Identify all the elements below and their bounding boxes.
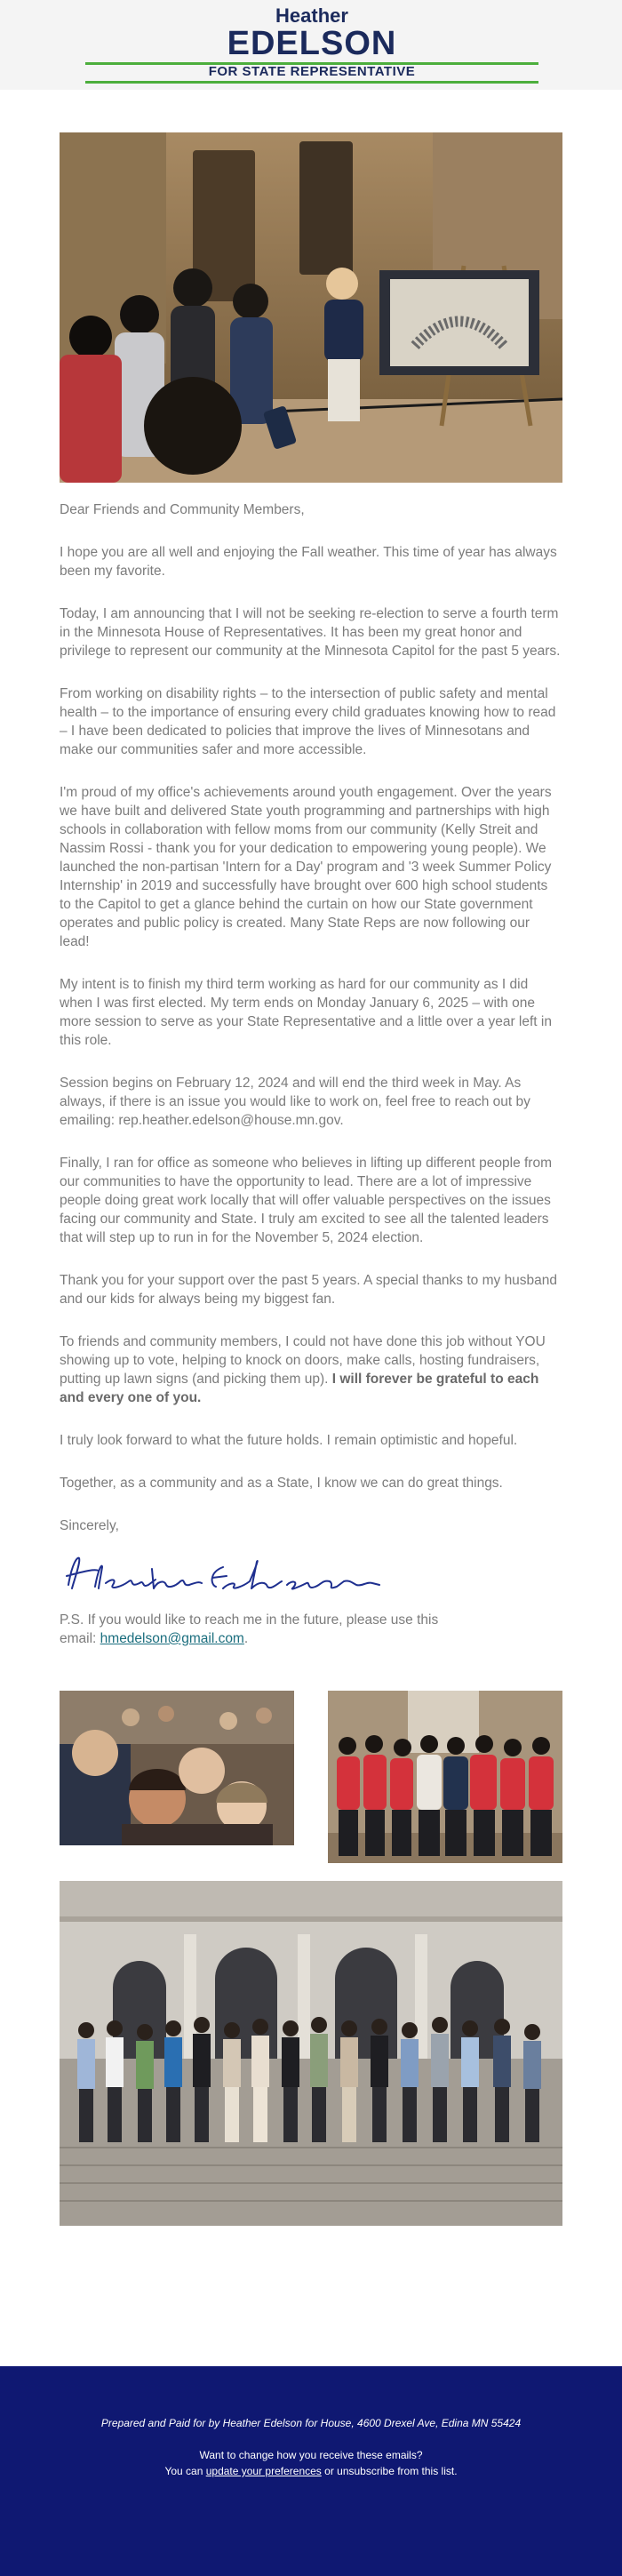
letter-paragraph: I truly look forward to what the future holds. I remain optimistic and hopeful.	[60, 1433, 518, 1448]
gallery-row	[60, 1691, 562, 1863]
hero-photo	[60, 132, 562, 483]
preferences-suffix: .	[454, 2465, 458, 2477]
preferences-line	[0, 2463, 622, 2479]
ps-email-prefix: email:	[60, 1631, 100, 1646]
preferences-mid: or	[321, 2465, 338, 2477]
letter-closing: Sincerely,	[60, 1518, 119, 1533]
ps-email-link[interactable]: hmedelson@gmail.com	[100, 1631, 244, 1646]
logo-rule-bottom	[85, 81, 538, 84]
gallery-photo-capitol-steps	[60, 1881, 562, 2226]
unsubscribe-link[interactable]: unsubscribe from this list	[337, 2465, 455, 2477]
logo-last-name: EDELSON	[227, 25, 397, 62]
letter-paragraph-gratitude	[60, 1332, 562, 1407]
signature-image	[60, 1546, 415, 1596]
letter-body	[60, 500, 562, 1535]
letter-paragraph: I hope you are all well and enjoying the Fall weather. This time of year has always been my favorite.	[60, 545, 557, 579]
campaign-logo	[85, 5, 538, 84]
preferences-prefix: You can	[164, 2465, 206, 2477]
letter-paragraph: I'm proud of my office's achievements around youth engagement. Over the years we have built and delivered State youth programming and partnerships with high schools in collaboration with fellow moms from our community (Kelly Streit and Nassim Rossi - thank you for your dedication to empowering young people). We launched the non-partisan 'Intern for a Day' program and '3 week Summer Policy Internship' in 2019 and successfully have brought over 600 high school students to the Capitol to get a glance behind the curtain on how our State government operates and public policy is created. Many State Reps are now following our lead!	[60, 785, 552, 949]
email-body	[0, 132, 622, 2226]
paid-for-disclaimer: Prepared and Paid for by Heather Edelson for House, 4600 Drexel Ave, Edina MN 55424	[100, 2417, 522, 2429]
postscript	[60, 1611, 562, 1648]
logo-tagline: FOR STATE REPRESENTATIVE	[208, 64, 416, 79]
logo-first-name: Heather	[275, 4, 348, 27]
letter-paragraph: Thank you for your support over the past 5 years. A special thanks to my husband and our kids for always being my biggest fan.	[60, 1273, 558, 1307]
update-preferences-link[interactable]: update your preferences	[205, 2465, 322, 2477]
letter-paragraph: Together, as a community and as a State, I know we can do great things.	[60, 1476, 503, 1491]
email-header	[0, 0, 622, 90]
gallery-photo-red-shirts	[328, 1691, 562, 1863]
ps-line: P.S. If you would like to reach me in the future, please use this	[60, 1612, 439, 1628]
ps-email-suffix: .	[243, 1631, 249, 1646]
email-footer	[0, 2366, 622, 2576]
gratitude-bold: I will forever be grateful to each and every one of you.	[60, 1372, 539, 1405]
letter-paragraph: Today, I am announcing that I will not be seeking re-election to serve a fourth term in the Minnesota House of Representatives. It has been my great honor and privilege to represent our community at the Minnesota Capitol for the past 5 years.	[60, 606, 561, 659]
change-preferences-question: Want to change how you receive these emails?	[199, 2449, 423, 2461]
ps-email-line	[60, 1629, 562, 1648]
gallery-photo-selfie	[60, 1691, 294, 1845]
letter-paragraph: Finally, I ran for office as someone who believes in lifting up different people from our communities to have the opportunity to lead. There are a lot of impressive people doing great work locally that will offer valuable perspectives on the issues facing our community and State. I truly am excited to see all the talented leaders that will step up to run in for the November 5, 2024 election.	[60, 1156, 552, 1245]
letter-paragraph: From working on disability rights – to the intersection of public safety and mental health – to the importance of ensuring every child graduates knowing how to read – I have been dedicated to policies that improve the lives of Minnesotans and make our communities safer and more accessible.	[60, 686, 556, 757]
gratitude-text: To friends and community members, I could not have done this job without YOU showing up to vote, helping to knock on doors, make calls, hosting fundraisers, putting up lawn signs (and picking them up).	[60, 1334, 546, 1387]
letter-paragraph: Session begins on February 12, 2024 and will end the third week in May. As always, if there is an issue you would like to work on, feel free to reach out by emailing: rep.heather.edelson@house.mn.gov.	[60, 1076, 530, 1128]
letter-paragraph: My intent is to finish my third term working as hard for our community as I did when I was first elected. My term ends on Monday January 6, 2025 – with one more session to serve as your State Representative and a little over a year left in this role.	[60, 977, 552, 1048]
letter-greeting: Dear Friends and Community Members,	[60, 502, 305, 517]
